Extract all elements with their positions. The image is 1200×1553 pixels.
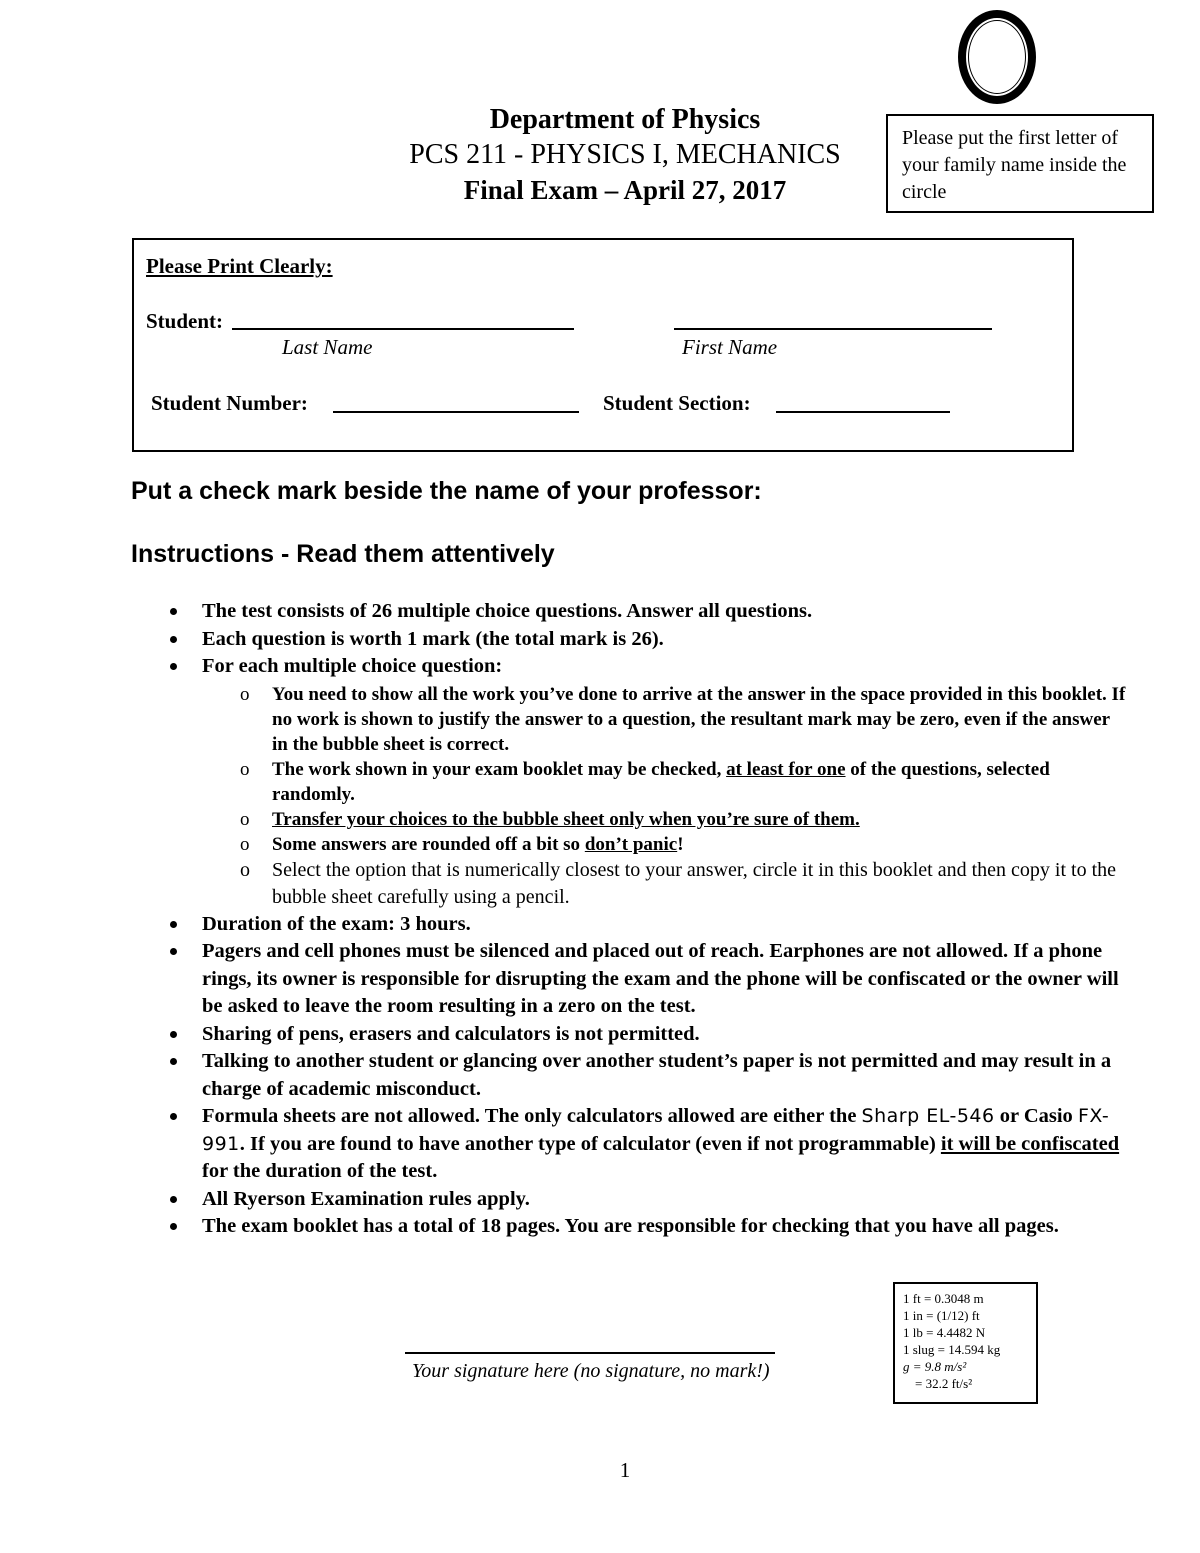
- list-item: The test consists of 26 multiple choice questions. Answer all questions.: [160, 598, 1128, 626]
- constant-line: 1 slug = 14.594 kg: [903, 1342, 1001, 1357]
- sub-list-item: o Select the option that is numerically closest to your answer, circle it in this booklet and then copy it to the bubble sheet carefully using a pencil.: [240, 858, 1117, 908]
- professor-heading: Put a check mark beside the name of your professor:: [131, 477, 762, 505]
- list-item: Duration of the exam: 3 hours.: [160, 911, 1128, 939]
- circle-bullet-icon: o: [240, 858, 250, 881]
- constant-line: = 32.2 ft/s²: [915, 1376, 973, 1391]
- student-section-label: Student Section:: [603, 391, 751, 415]
- bullet-icon: [170, 948, 177, 955]
- circle-bullet-icon: o: [240, 808, 250, 830]
- first-name-field[interactable]: [674, 328, 992, 330]
- sub-list-item: o You need to show all the work you’ve done to arrive at the answer in the space provided in this booklet. If no work is shown to justify the answer to a question, the resultant mark may be zero, even if the answer in the bubble sheet is correct.: [240, 683, 1126, 755]
- bullet-icon: [170, 608, 177, 615]
- first-name-caption: First Name: [682, 335, 778, 359]
- bullet-icon: [170, 1058, 177, 1065]
- exam-title: Final Exam – April 27, 2017: [463, 175, 787, 205]
- bullet-icon: [170, 1223, 177, 1230]
- circle-bullet-icon: o: [240, 833, 250, 855]
- sub-list-item: o Some answers are rounded off a bit so don’t panic!: [240, 833, 684, 855]
- sub-list-item: o The work shown in your exam booklet may be checked, at least for one of the questions, selected randomly.: [240, 758, 1050, 805]
- student-label: Student:: [146, 309, 224, 333]
- bullet-icon: [170, 636, 177, 643]
- bullet-icon: [170, 1196, 177, 1203]
- family-name-letter-circle[interactable]: [958, 10, 1036, 104]
- list-item: All Ryerson Examination rules apply.: [160, 1186, 1128, 1214]
- list-item: The exam booklet has a total of 18 pages. You are responsible for checking that you have all pages.: [160, 1213, 1128, 1241]
- circle-bullet-icon: o: [240, 683, 250, 705]
- department-title: Department of Physics: [489, 104, 761, 135]
- constant-line: g = 9.8 m/s²: [903, 1359, 967, 1374]
- unit-constants-box: [893, 1282, 1038, 1404]
- sub-list-item: o Transfer your choices to the bubble sheet only when you’re sure of them.: [240, 808, 860, 830]
- course-title: PCS 211 - PHYSICS I, MECHANICS: [409, 139, 841, 170]
- page-number: 1: [619, 1458, 631, 1482]
- constant-line: 1 lb = 4.4482 N: [903, 1325, 986, 1340]
- signature-line[interactable]: [405, 1352, 775, 1354]
- constant-line: 1 ft = 0.3048 m: [903, 1291, 984, 1306]
- list-item: Each question is worth 1 mark (the total mark is 26).: [160, 626, 1128, 654]
- list-item: Formula sheets are not allowed. The only calculators allowed are either the Sharp EL-546 or Casio FX-991. If you are found to have another type of calculator (even if not programmable) it will be confiscated for the duration of the test.: [160, 1103, 1128, 1186]
- signature-caption: Your signature here (no signature, no mark!): [412, 1360, 770, 1382]
- student-number-field[interactable]: [333, 411, 579, 413]
- student-section-field[interactable]: [776, 411, 950, 413]
- print-clearly-label: Please Print Clearly:: [146, 254, 333, 278]
- list-item: Sharing of pens, erasers and calculators is not permitted.: [160, 1021, 1128, 1049]
- bullet-icon: [170, 921, 177, 928]
- list-item: Talking to another student or glancing over another student’s paper is not permitted and may result in a charge of academic misconduct.: [160, 1048, 1128, 1103]
- bullet-icon: [170, 663, 177, 670]
- list-item: For each multiple choice question:: [160, 653, 1128, 681]
- circle-inner-ring: [968, 20, 1026, 94]
- student-number-label: Student Number:: [151, 391, 308, 415]
- list-item: Pagers and cell phones must be silenced and placed out of reach. Earphones are not allowed. If a phone rings, its owner is responsible for disrupting the exam and the phone will be confiscated or the owner will be asked to leave the room resulting in a zero on the test.: [160, 938, 1128, 1021]
- instructions-list: [160, 598, 1128, 1241]
- constant-line: 1 in = (1/12) ft: [903, 1308, 980, 1323]
- last-name-caption: Last Name: [282, 335, 373, 359]
- circle-bullet-icon: o: [240, 758, 250, 780]
- bullet-icon: [170, 1113, 177, 1120]
- letter-instruction-box: Please put the first letter of your family name inside the circle: [886, 114, 1154, 213]
- last-name-field[interactable]: [232, 328, 574, 330]
- instructions-heading: Instructions - Read them attentively: [131, 540, 555, 568]
- bullet-icon: [170, 1031, 177, 1038]
